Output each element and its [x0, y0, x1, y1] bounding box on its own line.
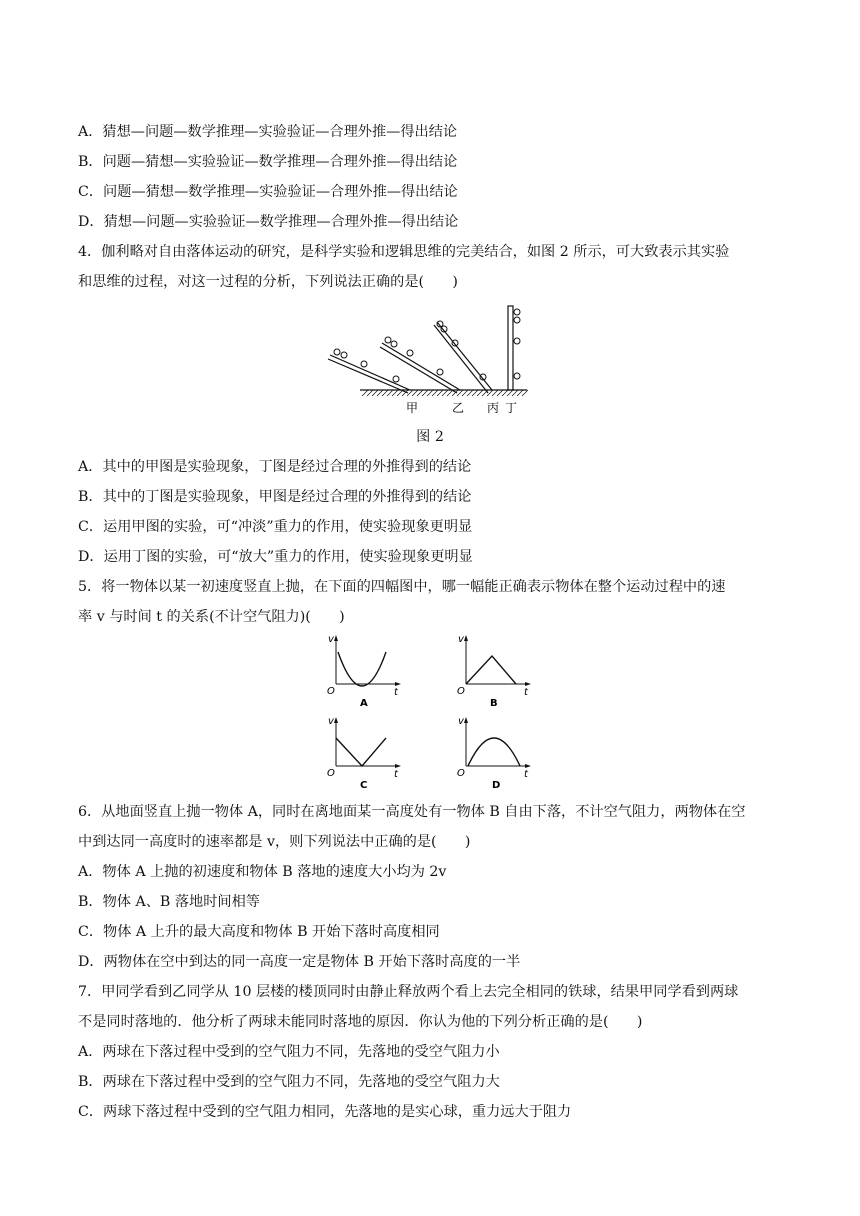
option-3c: C．问题—猜想—数学推理—实验验证—合理外推—得出结论	[78, 184, 458, 200]
option-4d: D．运用丁图的实验，可“放大”重力的作用，使实验现象更明显	[78, 549, 473, 565]
axis-v-b: v	[458, 634, 464, 645]
origin-a: O	[327, 686, 335, 697]
figure-2-inclines	[322, 300, 542, 420]
origin-d: O	[457, 768, 465, 779]
graph-d	[456, 714, 540, 792]
label-bing: 丙	[487, 401, 500, 415]
option-3b: B．问题—猜想—实验验证—数学推理—合理外推—得出结论	[78, 154, 458, 170]
graph-c	[326, 714, 410, 792]
question-7-line1: 7．甲同学看到乙同学从 10 层楼的楼顶同时由静止释放两个看上去完全相同的铁球，结果甲同学看到两球	[78, 984, 739, 1000]
option-4a: A．其中的甲图是实验现象，丁图是经过合理的外推得到的结论	[78, 459, 472, 475]
axis-v-a: v	[328, 634, 334, 645]
label-ding: 丁	[505, 401, 518, 415]
figure-2-caption: 图 2	[416, 429, 444, 445]
option-7c: C．两球下落过程中受到的空气阻力相同，先落地的是实心球，重力远大于阻力	[78, 1104, 572, 1120]
option-6c: C．物体 A 上升的最大高度和物体 B 开始下落时高度相同	[78, 924, 440, 940]
option-3a: A．猜想—问题—数学推理—实验验证—合理外推—得出结论	[78, 124, 458, 140]
question-6-line1: 6．从地面竖直上抛一物体 A，同时在离地面某一高度处有一物体 B 自由下落，不计空气阻力，两物体在空	[78, 804, 746, 820]
axis-v-c: v	[328, 716, 334, 727]
axis-v-d: v	[458, 716, 464, 727]
axis-t-a: t	[394, 687, 398, 698]
option-6d: D．两物体在空中到达的同一高度一定是物体 B 开始下落时高度的一半	[78, 954, 521, 970]
question-7-line2: 不是同时落地的．他分析了两球未能同时落地的原因．你认为他的下列分析正确的是( )	[78, 1014, 643, 1030]
graph-a-caption: A	[360, 698, 368, 709]
question-5-line2: 率 v 与时间 t 的关系(不计空气阻力)( )	[78, 609, 345, 625]
option-7a: A．两球在下落过程中受到的空气阻力不同，先落地的受空气阻力小	[78, 1044, 500, 1060]
graph-a	[326, 632, 410, 710]
incline-yi	[380, 337, 460, 393]
origin-b: O	[457, 686, 465, 697]
option-3d: D．猜想—问题—实验验证—数学推理—合理外推—得出结论	[78, 214, 459, 230]
question-5-line1: 5．将一物体以某一初速度竖直上抛，在下面的四幅图中，哪一幅能正确表示物体在整个运动过程中的速	[78, 579, 726, 595]
incline-jia	[328, 349, 410, 393]
option-6a: A．物体 A 上抛的初速度和物体 B 落地的速度大小均为 2v	[78, 864, 447, 880]
label-jia: 甲	[406, 401, 419, 415]
question-6-line2: 中到达同一高度时的速率都是 v，则下列说法中正确的是( )	[78, 834, 471, 850]
label-yi: 乙	[452, 401, 465, 415]
option-6b: B．物体 A、B 落地时间相等	[78, 894, 260, 910]
graph-c-caption: C	[360, 780, 368, 791]
question-4-line1: 4．伽利略对自由落体运动的研究，是科学实验和逻辑思维的完美结合，如图 2 所示，可大致表示其实验	[78, 244, 730, 260]
vertical-ding	[508, 306, 520, 390]
incline-bing	[434, 321, 492, 393]
option-7b: B．两球在下落过程中受到的空气阻力不同，先落地的受空气阻力大	[78, 1074, 500, 1090]
graph-b-caption: B	[490, 698, 498, 709]
axis-t-c: t	[394, 769, 398, 780]
option-4b: B．其中的丁图是实验现象，甲图是经过合理的外推得到的结论	[78, 489, 472, 505]
axis-t-d: t	[524, 769, 528, 780]
option-4c: C．运用甲图的实验，可“冲淡”重力的作用，使实验现象更明显	[78, 519, 473, 535]
question-4-line2: 和思维的过程，对这一过程的分析，下列说法正确的是( )	[78, 274, 458, 290]
graph-b	[456, 632, 540, 710]
graph-d-caption: D	[492, 780, 501, 791]
axis-t-b: t	[524, 687, 528, 698]
origin-c: O	[327, 768, 335, 779]
